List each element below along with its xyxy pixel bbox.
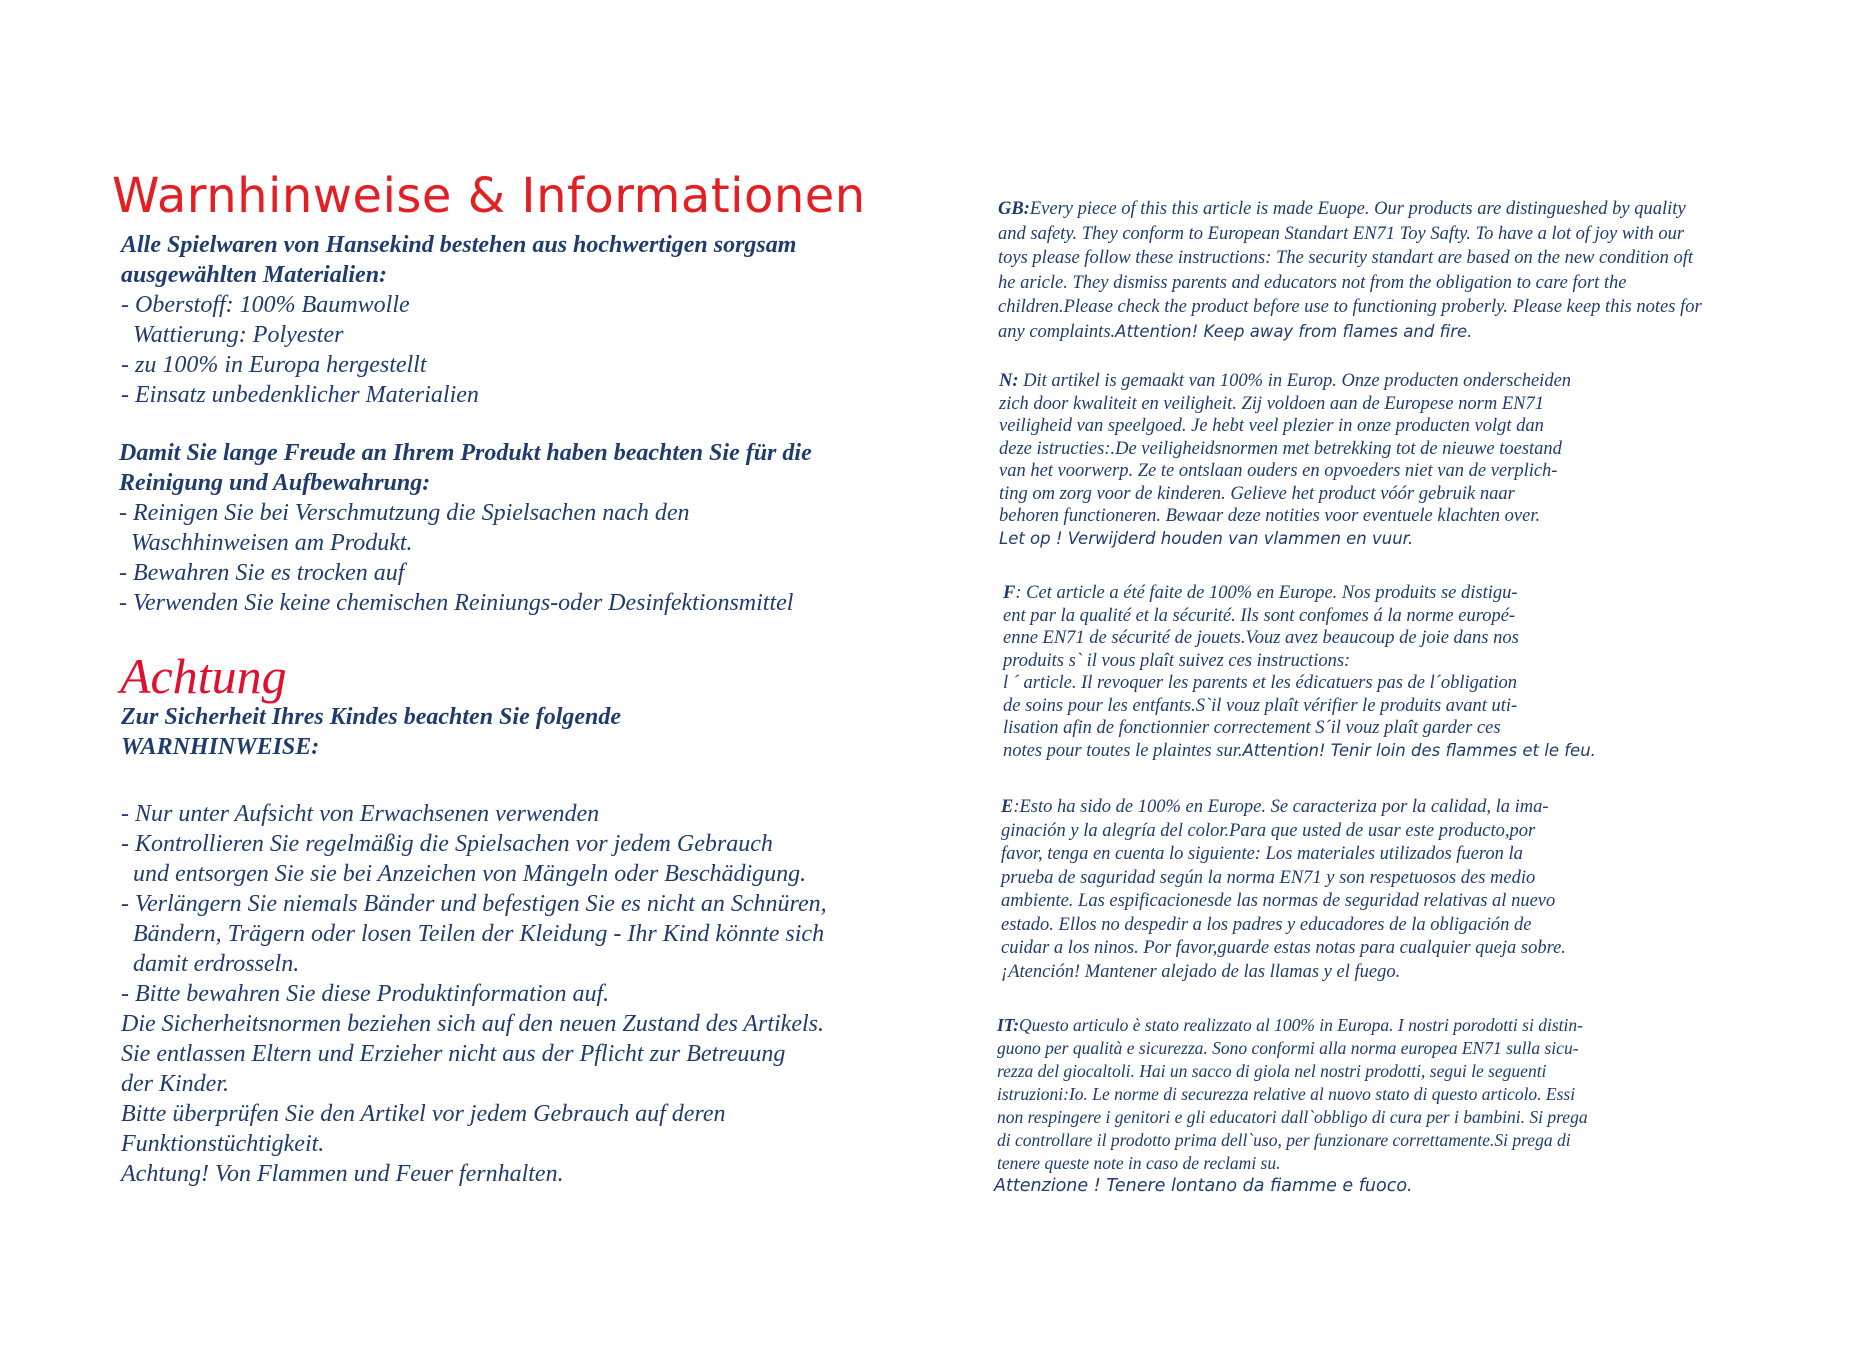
warning-line: - Bitte bewahren Sie diese Produktinformation auf. (121, 981, 610, 1007)
warning-heading-line: Zur Sicherheit Ihres Kindes beachten Sie folgende (121, 704, 622, 730)
warning-line: Bitte überprüfen Sie den Artikel vor jedem Gebrauch auf deren (121, 1101, 726, 1127)
english-line: Every piece of this this article is made Euope. Our products are distingueshed by quality (1029, 199, 1686, 219)
warning-line: Achtung! Von Flammen und Feuer fernhalten. (121, 1161, 564, 1187)
warning-line: Bändern, Trägern oder losen Teilen der Kleidung - Ihr Kind könnte sich (133, 921, 825, 947)
english-line: children.Please check the product before use to functioning proberly. Please keep this notes for (998, 297, 1702, 317)
dutch-line: behoren functioneren. Bewaar deze notities voor eventuele klachten over. (999, 506, 1541, 526)
spanish-line: ginación y la alegría del color.Para que usted de usar este producto,por (1001, 820, 1536, 841)
warning-heading (121, 702, 621, 762)
language-label-gb: GB: (998, 199, 1030, 219)
care-heading-line: Damit Sie lange Freude an Ihrem Produkt haben beachten Sie für die (119, 440, 812, 466)
french-line: l ´ article. Il revoquer les parents et les édicatuers pas de l´obligation (1003, 673, 1517, 693)
intro-heading-line: Alle Spielwaren von Hansekind bestehen aus hochwertigen sorgsam (121, 232, 797, 258)
italian-line: non respingere i genitori e gli educatori dall`obbligo di cura per i bambini. Si prega (997, 1107, 1588, 1127)
dutch-line: deze istructies:.De veiligheidsnormen met betrekking tot de nieuwe toestand (999, 438, 1562, 459)
italian-line: tenere queste note in caso de reclami su. (997, 1153, 1281, 1173)
intro-line: - Einsatz unbedenklicher Materialien (121, 382, 479, 408)
warning-line: Die Sicherheitsnormen beziehen sich auf den neuen Zustand des Artikels. (121, 1011, 824, 1037)
french-line: : Cet article a été faite de 100% en Europe. Nos produits se distigu- (1015, 583, 1518, 603)
warning-line: - Nur unter Aufsicht von Erwachsenen verwenden (121, 801, 600, 827)
french-section (1003, 582, 1596, 762)
spanish-line: :Esto ha sido de 100% en Europe. Se caracteriza por la calidad, la ima- (1013, 797, 1549, 817)
italian-section (994, 1014, 1588, 1198)
intro-line: - zu 100% in Europa hergestellt (121, 352, 427, 378)
care-line: Waschhinweisen am Produkt. (131, 530, 413, 556)
italian-line: Questo articulo è stato realizzato al 100% in Europa. I nostri porodotti si distin- (1019, 1015, 1583, 1035)
italian-closing: Attenzione ! Tenere lontano da fiamme e fuoco. (994, 1176, 1413, 1196)
italian-line: rezza del giocaltoli. Hai un sacco di giola nel nostri prodotti, segui le seguenti (997, 1061, 1547, 1081)
italian-line: guono per qualità e sicurezza. Sono conformi alla norma europea EN71 sulla sicu- (997, 1038, 1579, 1058)
spanish-line: estado. Ellos no despedir a los padres y educadores de la obligación de (1001, 914, 1532, 935)
dutch-line: veiligheid van speelgoed. Je hebt veel plezier in onze producten volgt dan (999, 416, 1544, 436)
dutch-line: ting om zorg voor de kinderen. Gelieve het product vóór gebruik naar (999, 483, 1515, 504)
dutch-section (999, 370, 1571, 550)
care-line: - Bewahren Sie es trocken auf (119, 560, 405, 586)
french-line: enne EN71 de sécurité de jouets.Vouz avez beaucoup de joie dans nos (1003, 628, 1519, 648)
warning-line: und entsorgen Sie sie bei Anzeichen von Mängeln oder Beschädigung. (133, 861, 807, 887)
intro-section (121, 230, 796, 410)
italian-line: istruzioni:Io. Le norme di securezza relative al nuovo stato di questo articolo. Essi (997, 1084, 1576, 1104)
spanish-section (1001, 796, 1566, 984)
french-line: lisation afin de fonctionnier correctement S´il vouz plaît garder ces (1003, 718, 1501, 738)
warning-line: der Kinder. (121, 1071, 229, 1097)
warning-title: Achtung (120, 648, 287, 704)
care-line: - Reinigen Sie bei Verschmutzung die Spielsachen nach den (119, 500, 690, 526)
intro-line: - Oberstoff: 100% Baumwolle (121, 292, 410, 318)
dutch-line: Dit artikel is gemaakt van 100% in Europ. Onze producten onderscheiden (1018, 371, 1572, 391)
dutch-line: zich door kwaliteit en veiligheit. Zij voldoen aan de Europese norm EN71 (999, 393, 1544, 414)
english-line: toys please follow these instructions: The security standart are based on the new condition oft (998, 248, 1694, 268)
french-line: de soins pour les entfants.S`il vouz plaît vérifier le produits avant uti- (1003, 695, 1518, 716)
page-title: Warnhinweise & Informationen (112, 168, 866, 224)
spanish-line: ambiente. Las espificacionesde las normas de seguridad relativas al nuevo (1001, 891, 1556, 911)
care-line: - Verwenden Sie keine chemischen Reiniungs-oder Desinfektionsmittel (119, 590, 794, 616)
french-closing: Attention! Tenir loin des flammes et le feu. (1242, 740, 1596, 760)
italian-line: di controllare il prodotto prima dell`uso, per funzionare correttamente.Si prega di (997, 1130, 1571, 1150)
french-line: notes pour toutes le plaintes sur. (1003, 740, 1243, 761)
warning-line: Sie entlassen Eltern und Erzieher nicht aus der Pflicht zur Betreuung (121, 1041, 786, 1067)
language-label-nl: N: (999, 371, 1019, 391)
language-label-es: E (1001, 797, 1014, 817)
warning-line: damit erdrosseln. (133, 951, 300, 977)
dutch-line: van het voorwerp. Ze te ontslaan ouders en opvoeders niet van de verplich- (999, 461, 1558, 481)
warning-line: - Verlängern Sie niemals Bänder und befestigen Sie es nicht an Schnüren, (121, 891, 827, 917)
french-line: produits s` il vous plaît suivez ces instructions: (1003, 650, 1351, 671)
language-label-fr: F (1003, 583, 1016, 603)
dutch-closing: Let op ! Verwijderd houden van vlammen en vuur. (999, 528, 1414, 548)
warning-line: - Kontrollieren Sie regelmäßig die Spielsachen vor jedem Gebrauch (121, 831, 773, 857)
spanish-line: cuidar a los ninos. Por favor,guarde estas notas para cualquier queja sobre. (1001, 938, 1566, 958)
warning-line: Funktionstüchtigkeit. (121, 1131, 325, 1157)
care-heading-line: Reinigung und Aufbewahrung: (119, 470, 431, 496)
spanish-line: ¡Atención! Mantener alejado de las llamas y el fuego. (1001, 961, 1401, 982)
intro-heading-line: ausgewählten Materialien: (121, 262, 388, 288)
english-line: and safety. They conform to European Standart EN71 Toy Safty. To have a lot of joy with our (998, 223, 1685, 244)
language-label-it: IT: (997, 1015, 1020, 1035)
french-line: ent par la qualité et la sécurité. Ils sont confomes á la norme europé- (1003, 605, 1516, 626)
spanish-line: prueba de saguridad según la norma EN71 y son respetuosos des medio (1001, 867, 1536, 888)
warning-list (121, 799, 827, 1189)
intro-line: Wattierung: Polyester (133, 322, 344, 348)
english-line: he aricle. They dismiss parents and educators not from the obligation to care fort the (998, 272, 1627, 293)
warning-heading-line: WARNHINWEISE: (121, 734, 320, 760)
care-section (119, 438, 812, 618)
english-closing: Attention! Keep away from flames and fire. (1115, 321, 1473, 341)
english-section (998, 197, 1702, 344)
english-line: any complaints. (998, 321, 1116, 342)
spanish-line: favor, tenga en cuenta lo siguiente: Los materiales utilizados fueron la (1001, 844, 1523, 864)
